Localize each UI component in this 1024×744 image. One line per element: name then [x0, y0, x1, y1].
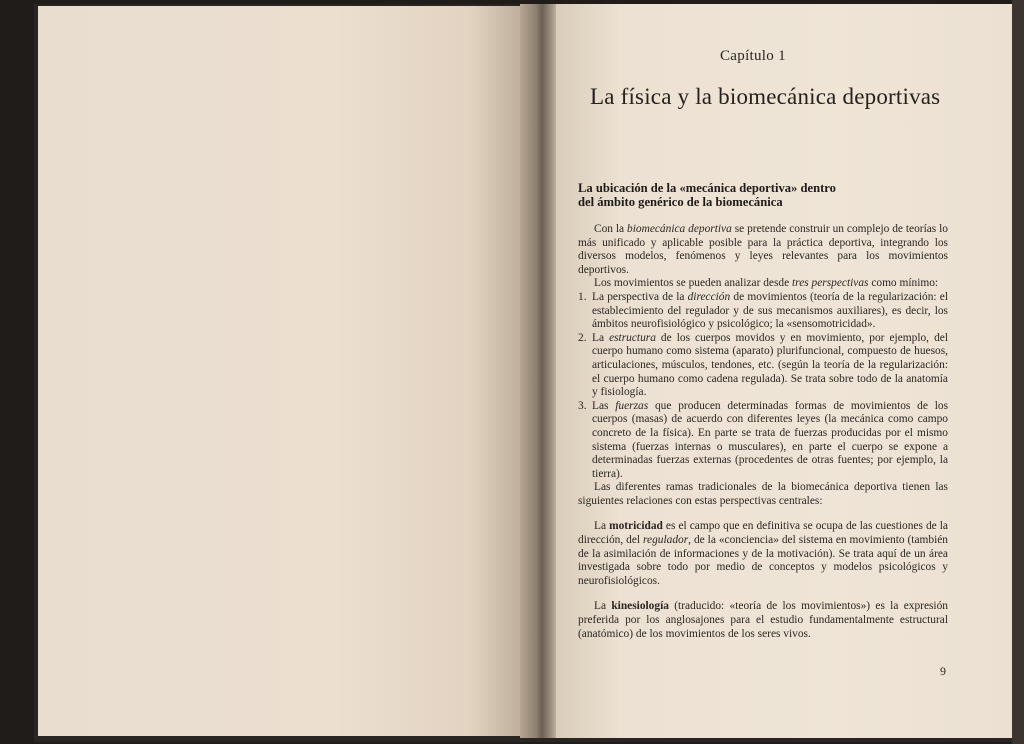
list-number: 2. — [578, 331, 587, 344]
text-run: Con la — [594, 223, 628, 235]
emphasis: tres perspectivas — [792, 277, 869, 290]
chapter-label: Capítulo 1 — [720, 48, 786, 64]
text-run: La — [594, 520, 610, 533]
list-item-structure — [578, 332, 948, 400]
emphasis: dirección — [687, 290, 731, 303]
emphasis: fuerzas — [615, 399, 649, 412]
list-text — [592, 332, 948, 400]
bold-term: kinesiología — [611, 600, 669, 613]
text-run: Las — [592, 399, 616, 412]
text-run: La — [594, 600, 612, 613]
text-run: como mínimo: — [868, 277, 939, 290]
emphasis: estructura — [609, 331, 656, 344]
emphasis: regulador — [643, 534, 689, 547]
page-number: 9 — [940, 664, 946, 678]
book-gutter — [520, 4, 560, 738]
section-heading — [578, 181, 938, 209]
list-item-forces — [578, 400, 948, 482]
text-run: se pretende construir un complejo de teorías lo más unificado y aplicable posible para la práctica deportiva, integrando los diversos modelos, fenómenos y leyes relevantes para los movimientos deportivos. — [578, 223, 948, 276]
paragraph-branches: Las diferentes ramas tradicionales de la biomecánica deportiva tienen las siguientes relaciones con estas perspectivas centrales: — [578, 481, 948, 507]
spacer — [578, 508, 948, 520]
paragraph-intro — [578, 223, 948, 277]
text-run: , de la «conciencia» del sistema en movimiento (también de la asimilación de informaciones y de la motivación). Se trata aquí de un área investigada sobre todo por medio de conceptos y modelos psicológicos y neurofisiológicos. — [578, 534, 948, 587]
list-text — [592, 291, 948, 332]
paragraph-motricidad — [578, 520, 948, 588]
list-number: 3. — [578, 399, 587, 412]
list-number: 1. — [578, 290, 587, 303]
text-run: La perspectiva de la — [592, 290, 688, 303]
left-page — [38, 6, 530, 736]
text-run: La — [592, 331, 610, 344]
text-run: es el campo que en definitiva se ocupa de las cuestiones de la dirección, del — [578, 520, 948, 547]
bold-term: motricidad — [609, 520, 663, 533]
list-text — [592, 400, 948, 482]
spacer — [578, 588, 948, 600]
section-heading-line2: del ámbito genérico de la biomecánica — [578, 195, 783, 209]
text-run: que producen determinadas formas de movimientos de los cuerpos (masas) de acuerdo con diferentes leyes (la mecánica como campo concreto de la física). En parte se trata de fuerzas producidas por el mismo sistema (fuerzas internas o musculares), en parte el cuerpo se expone a determinadas fuerzas externas (procedentes de otras fuentes; por ejemplo, la tierra). — [592, 399, 948, 480]
emphasis: biomecánica deportiva — [627, 223, 732, 235]
body-text — [578, 223, 948, 641]
paragraph-perspectives — [578, 277, 948, 291]
section-heading-line1: La ubicación de la «mecánica deportiva» dentro — [578, 181, 836, 195]
text-run: (traducido: «teoría de los movimientos») es la expresión preferida por los anglosajones para el estudio fundamentalmente estructural (anatómico) de los movimientos de los seres vivos. — [578, 600, 948, 640]
text-run: de movimientos (teoría de la regularización: el establecimiento del regulador y de sus mecanismos auxiliares), es decir, los ámbitos neurofisiológico y psicológico; la «sensomotricidad». — [592, 290, 948, 331]
list-item-direction — [578, 291, 948, 332]
paragraph-kinesiologia — [578, 600, 948, 641]
chapter-title: La física y la biomecánica deportivas — [590, 84, 941, 109]
text-run: Los movimientos se pueden analizar desde — [594, 277, 793, 290]
text-run: de los cuerpos movidos y en movimiento, por ejemplo, del cuerpo humano como sistema (aparato) plurifuncional, compuesto de huesos, articulaciones, músculos, tendones, etc. (según la teoría de la regularización: el cuerpo humano como cadena regulada). Se trata sobre todo de la anatomía y fisiología. — [592, 331, 948, 399]
scan-edge — [1012, 0, 1024, 744]
